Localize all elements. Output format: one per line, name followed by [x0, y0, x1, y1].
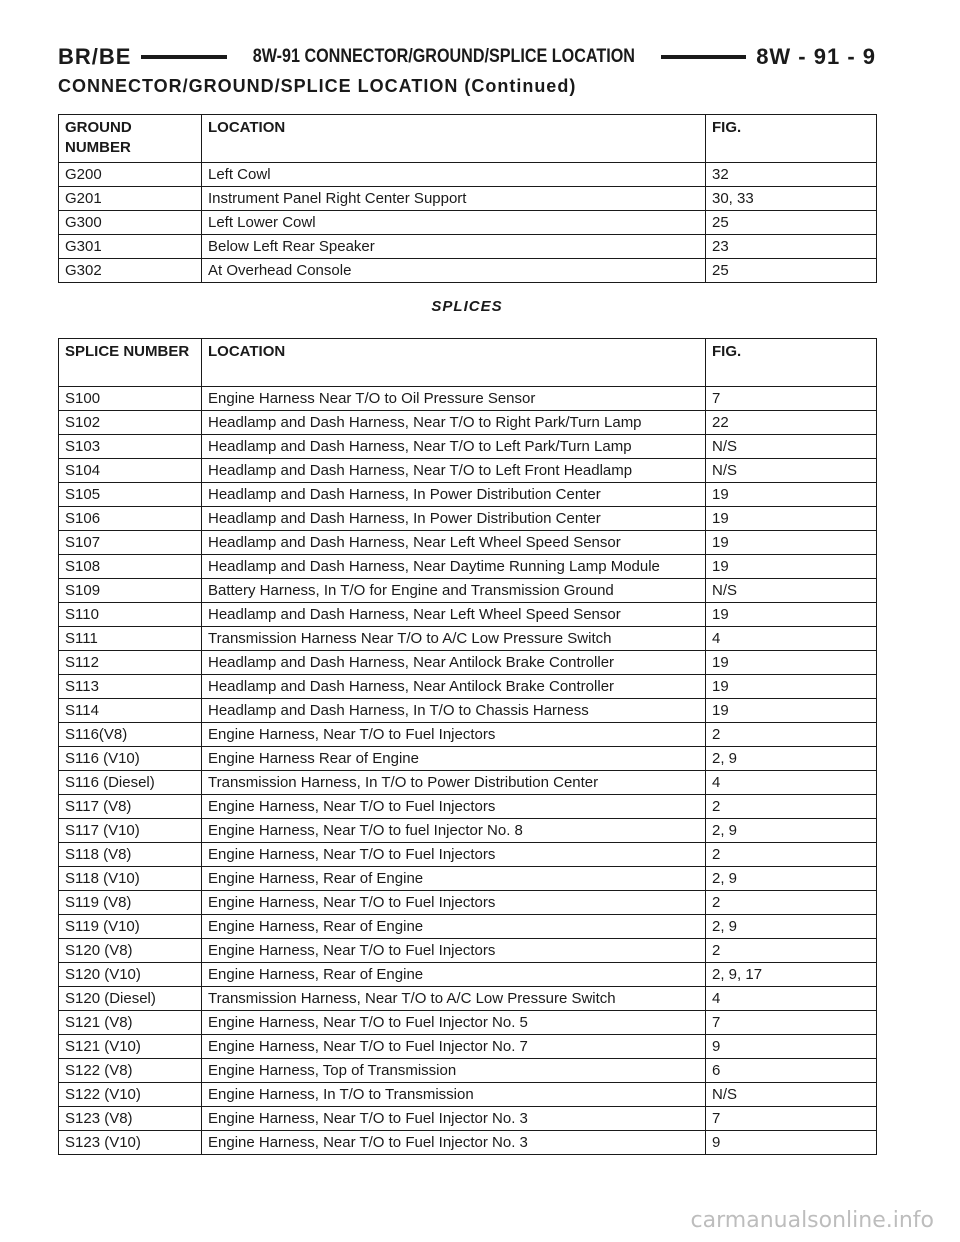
cell-number: S109	[59, 579, 202, 603]
column-header-location: LOCATION	[202, 115, 706, 163]
cell-fig: 22	[706, 411, 877, 435]
cell-location: Engine Harness, Rear of Engine	[202, 963, 706, 987]
cell-number: S119 (V10)	[59, 915, 202, 939]
cell-number: S108	[59, 555, 202, 579]
continued-title: CONNECTOR/GROUND/SPLICE LOCATION (Continued)	[58, 76, 577, 96]
cell-location: Engine Harness, Near T/O to Fuel Injector No. 5	[202, 1011, 706, 1035]
cell-number: S123 (V8)	[59, 1107, 202, 1131]
cell-location: Below Left Rear Speaker	[202, 235, 706, 259]
cell-fig: 19	[706, 603, 877, 627]
cell-location: Engine Harness, Near T/O to Fuel Injectors	[202, 723, 706, 747]
cell-number: S113	[59, 675, 202, 699]
table-row	[59, 211, 877, 235]
column-header-location: LOCATION	[202, 339, 706, 387]
table-row	[59, 699, 877, 723]
cell-number: S116 (V10)	[59, 747, 202, 771]
cell-location: Engine Harness, Near T/O to Fuel Injector No. 3	[202, 1107, 706, 1131]
cell-number: S121 (V10)	[59, 1035, 202, 1059]
table-row	[59, 507, 877, 531]
cell-number: S103	[59, 435, 202, 459]
cell-fig: 4	[706, 627, 877, 651]
cell-number: S110	[59, 603, 202, 627]
table-row	[59, 915, 877, 939]
cell-fig: 19	[706, 699, 877, 723]
table-row	[59, 723, 877, 747]
cell-number: S116 (Diesel)	[59, 771, 202, 795]
cell-number: S123 (V10)	[59, 1131, 202, 1155]
cell-location: Headlamp and Dash Harness, Near Antilock Brake Controller	[202, 675, 706, 699]
ground-location-table	[58, 114, 877, 283]
header-page-number: 8W - 91 - 9	[756, 44, 876, 69]
table-row	[59, 1131, 877, 1155]
cell-location: Engine Harness, Near T/O to Fuel Injector No. 3	[202, 1131, 706, 1155]
splices-section-title: SPLICES	[431, 298, 503, 315]
cell-number: S117 (V10)	[59, 819, 202, 843]
cell-location: Headlamp and Dash Harness, Near T/O to Left Park/Turn Lamp	[202, 435, 706, 459]
cell-fig: 7	[706, 1011, 877, 1035]
table-row	[59, 963, 877, 987]
table-row	[59, 1083, 877, 1107]
table-row	[59, 235, 877, 259]
cell-fig: 2	[706, 723, 877, 747]
cell-location: Engine Harness Near T/O to Oil Pressure Sensor	[202, 387, 706, 411]
cell-location: Engine Harness, Near T/O to Fuel Injectors	[202, 795, 706, 819]
table-row	[59, 843, 877, 867]
table-row	[59, 1011, 877, 1035]
cell-location: Engine Harness Rear of Engine	[202, 747, 706, 771]
cell-fig: 2	[706, 891, 877, 915]
cell-number: S114	[59, 699, 202, 723]
table-row	[59, 651, 877, 675]
cell-number: S122 (V10)	[59, 1083, 202, 1107]
table-row	[59, 411, 877, 435]
table-row	[59, 891, 877, 915]
cell-fig: 19	[706, 651, 877, 675]
table-row	[59, 1035, 877, 1059]
cell-location: Headlamp and Dash Harness, Near Antilock Brake Controller	[202, 651, 706, 675]
header-model: BR/BE	[58, 44, 132, 69]
cell-location: Left Cowl	[202, 163, 706, 187]
cell-location: Battery Harness, In T/O for Engine and Transmission Ground	[202, 579, 706, 603]
cell-fig: 2	[706, 939, 877, 963]
cell-number: S116(V8)	[59, 723, 202, 747]
table-row	[59, 1107, 877, 1131]
page-header	[58, 42, 876, 72]
cell-location: Transmission Harness, Near T/O to A/C Low Pressure Switch	[202, 987, 706, 1011]
table-row	[59, 771, 877, 795]
cell-location: Transmission Harness, In T/O to Power Distribution Center	[202, 771, 706, 795]
watermark: carmanualsonline.info	[690, 1208, 934, 1233]
cell-number: G200	[59, 163, 202, 187]
cell-number: G301	[59, 235, 202, 259]
cell-location: Engine Harness, Near T/O to Fuel Injectors	[202, 939, 706, 963]
cell-location: Engine Harness, Top of Transmission	[202, 1059, 706, 1083]
table-row	[59, 747, 877, 771]
header-rule-right	[661, 55, 747, 59]
cell-fig: 7	[706, 387, 877, 411]
table-row	[59, 483, 877, 507]
cell-fig: 2, 9	[706, 819, 877, 843]
cell-location: Engine Harness, Near T/O to Fuel Injectors	[202, 891, 706, 915]
cell-number: S122 (V8)	[59, 1059, 202, 1083]
cell-location: Headlamp and Dash Harness, Near Left Wheel Speed Sensor	[202, 603, 706, 627]
cell-location: Headlamp and Dash Harness, In T/O to Chassis Harness	[202, 699, 706, 723]
table-row	[59, 795, 877, 819]
cell-location: Headlamp and Dash Harness, Near Left Wheel Speed Sensor	[202, 531, 706, 555]
cell-fig: 4	[706, 987, 877, 1011]
table-row	[59, 987, 877, 1011]
column-header-fig: FIG.	[706, 339, 877, 387]
splice-location-table	[58, 338, 877, 1155]
cell-location: Headlamp and Dash Harness, Near T/O to Right Park/Turn Lamp	[202, 411, 706, 435]
cell-fig: 32	[706, 163, 877, 187]
table-row	[59, 627, 877, 651]
cell-fig: 19	[706, 483, 877, 507]
cell-fig: 2	[706, 795, 877, 819]
cell-number: S120 (V10)	[59, 963, 202, 987]
table-header-row	[59, 115, 877, 163]
table-row	[59, 939, 877, 963]
table-row	[59, 259, 877, 283]
table-row	[59, 531, 877, 555]
cell-location: Engine Harness, Rear of Engine	[202, 867, 706, 891]
cell-location: Left Lower Cowl	[202, 211, 706, 235]
cell-fig: 19	[706, 531, 877, 555]
cell-number: S120 (Diesel)	[59, 987, 202, 1011]
table-row	[59, 603, 877, 627]
cell-location: At Overhead Console	[202, 259, 706, 283]
cell-location: Transmission Harness Near T/O to A/C Low Pressure Switch	[202, 627, 706, 651]
cell-number: S117 (V8)	[59, 795, 202, 819]
cell-fig: 4	[706, 771, 877, 795]
cell-location: Engine Harness, Near T/O to Fuel Injectors	[202, 843, 706, 867]
cell-fig: 9	[706, 1131, 877, 1155]
cell-location: Headlamp and Dash Harness, Near Daytime Running Lamp Module	[202, 555, 706, 579]
cell-number: S121 (V8)	[59, 1011, 202, 1035]
table-row	[59, 459, 877, 483]
cell-fig: N/S	[706, 1083, 877, 1107]
table-header-row	[59, 339, 877, 387]
table-row	[59, 435, 877, 459]
column-header-number: SPLICE NUMBER	[59, 339, 202, 387]
cell-number: G201	[59, 187, 202, 211]
cell-fig: N/S	[706, 435, 877, 459]
cell-number: S106	[59, 507, 202, 531]
cell-fig: 6	[706, 1059, 877, 1083]
cell-fig: 2, 9, 17	[706, 963, 877, 987]
cell-fig: 19	[706, 555, 877, 579]
cell-fig: 23	[706, 235, 877, 259]
cell-number: S119 (V8)	[59, 891, 202, 915]
table-row	[59, 675, 877, 699]
table-row	[59, 867, 877, 891]
cell-fig: 25	[706, 211, 877, 235]
cell-fig: N/S	[706, 459, 877, 483]
table-row	[59, 387, 877, 411]
cell-fig: 2, 9	[706, 867, 877, 891]
cell-number: S120 (V8)	[59, 939, 202, 963]
header-rule-left	[141, 55, 227, 59]
cell-location: Headlamp and Dash Harness, In Power Distribution Center	[202, 483, 706, 507]
cell-location: Engine Harness, In T/O to Transmission	[202, 1083, 706, 1107]
cell-location: Instrument Panel Right Center Support	[202, 187, 706, 211]
table-row	[59, 1059, 877, 1083]
cell-number: S104	[59, 459, 202, 483]
table-row	[59, 555, 877, 579]
cell-location: Headlamp and Dash Harness, In Power Distribution Center	[202, 507, 706, 531]
cell-number: S118 (V10)	[59, 867, 202, 891]
cell-number: S105	[59, 483, 202, 507]
splice-table-body	[59, 387, 877, 1155]
cell-number: S112	[59, 651, 202, 675]
cell-fig: N/S	[706, 579, 877, 603]
cell-number: G300	[59, 211, 202, 235]
cell-number: G302	[59, 259, 202, 283]
column-header-number: GROUND NUMBER	[59, 115, 202, 163]
ground-table-body	[59, 163, 877, 283]
cell-number: S111	[59, 627, 202, 651]
cell-location: Engine Harness, Rear of Engine	[202, 915, 706, 939]
cell-fig: 2	[706, 843, 877, 867]
header-section-title: 8W-91 CONNECTOR/GROUND/SPLICE LOCATION	[252, 46, 635, 67]
cell-number: S107	[59, 531, 202, 555]
cell-fig: 2, 9	[706, 747, 877, 771]
cell-fig: 7	[706, 1107, 877, 1131]
table-row	[59, 187, 877, 211]
cell-location: Headlamp and Dash Harness, Near T/O to Left Front Headlamp	[202, 459, 706, 483]
cell-number: S118 (V8)	[59, 843, 202, 867]
cell-fig: 9	[706, 1035, 877, 1059]
cell-fig: 2, 9	[706, 915, 877, 939]
table-row	[59, 579, 877, 603]
table-row	[59, 819, 877, 843]
column-header-fig: FIG.	[706, 115, 877, 163]
cell-number: S100	[59, 387, 202, 411]
cell-fig: 25	[706, 259, 877, 283]
cell-location: Engine Harness, Near T/O to Fuel Injector No. 7	[202, 1035, 706, 1059]
cell-fig: 19	[706, 675, 877, 699]
cell-number: S102	[59, 411, 202, 435]
cell-fig: 30, 33	[706, 187, 877, 211]
table-row	[59, 163, 877, 187]
cell-fig: 19	[706, 507, 877, 531]
cell-location: Engine Harness, Near T/O to fuel Injector No. 8	[202, 819, 706, 843]
